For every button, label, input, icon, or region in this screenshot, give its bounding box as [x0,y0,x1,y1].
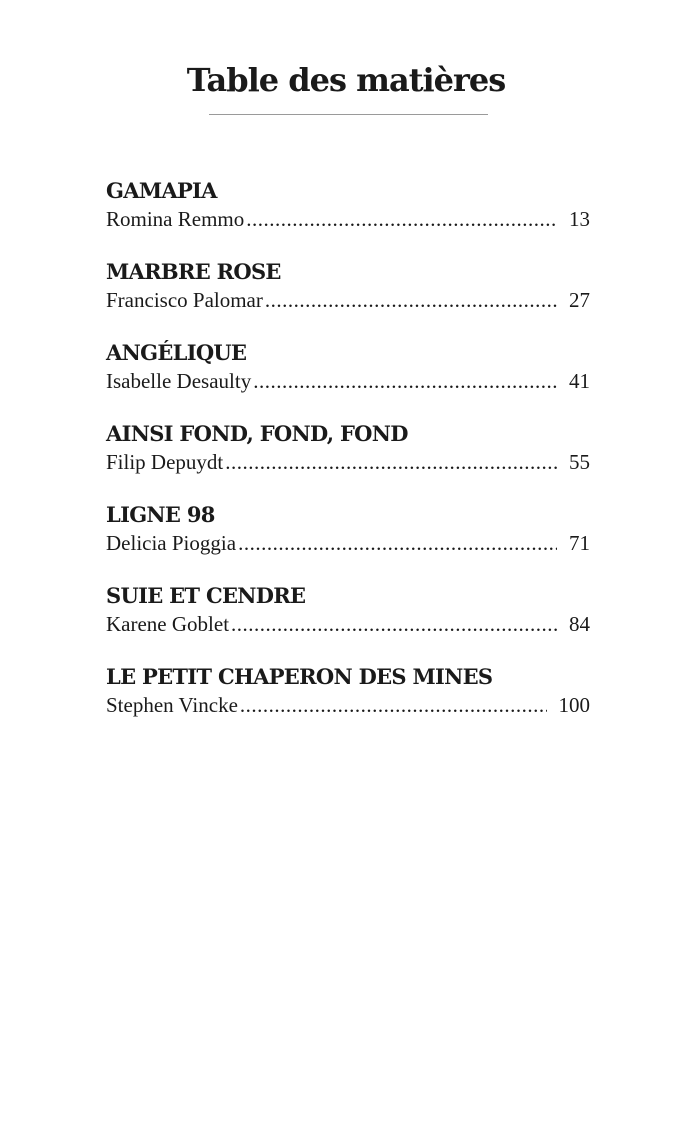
entry-title: LE PETIT CHAPERON DES MINES [106,664,493,689]
entry-line [106,369,590,393]
entry-author: Francisco Palomar [106,288,263,312]
entry-line [106,207,590,231]
entry-line [106,288,590,312]
toc-entry[interactable] [106,337,590,418]
entry-page-number: 41 [569,369,590,393]
entry-author: Karene Goblet [106,612,230,636]
dot-leader [253,369,557,393]
entry-page-number: 27 [569,288,590,312]
toc-entry[interactable] [106,580,590,661]
toc-entry[interactable] [106,418,590,499]
entry-page-number: 71 [569,531,590,555]
toc-entry[interactable] [106,256,590,337]
entry-line [106,693,590,717]
entry-title: GAMAPIA [106,178,217,203]
dot-leader [238,531,557,555]
toc-list [106,175,590,742]
toc-entry[interactable] [106,499,590,580]
dot-leader [231,612,557,636]
toc-entry[interactable] [106,661,590,742]
dot-leader [246,207,557,231]
entry-author: Filip Depuydt [106,450,224,474]
entry-line [106,612,590,636]
entry-page-number: 13 [569,207,590,231]
entry-author: Romina Remmo [106,207,245,231]
toc-entry[interactable] [106,175,590,256]
entry-page-number: 55 [569,450,590,474]
entry-title: AINSI FOND, FOND, FOND [106,421,408,446]
entry-page-number: 100 [558,693,590,717]
entry-title: LIGNE 98 [106,502,215,527]
title-underline [209,114,488,115]
dot-leader [265,288,557,312]
entry-page-number: 84 [569,612,590,636]
dot-leader [225,450,557,474]
entry-line [106,450,590,474]
entry-title: ANGÉLIQUE [106,340,247,365]
page-title: Table des matières [186,61,506,99]
entry-author: Isabelle Desaulty [106,369,252,393]
entry-title: MARBRE ROSE [106,259,281,284]
entry-line [106,531,590,555]
entry-author: Stephen Vincke [106,693,238,717]
dot-leader [240,693,547,717]
entry-author: Delicia Pioggia [106,531,237,555]
entry-title: SUIE ET CENDRE [106,583,306,608]
